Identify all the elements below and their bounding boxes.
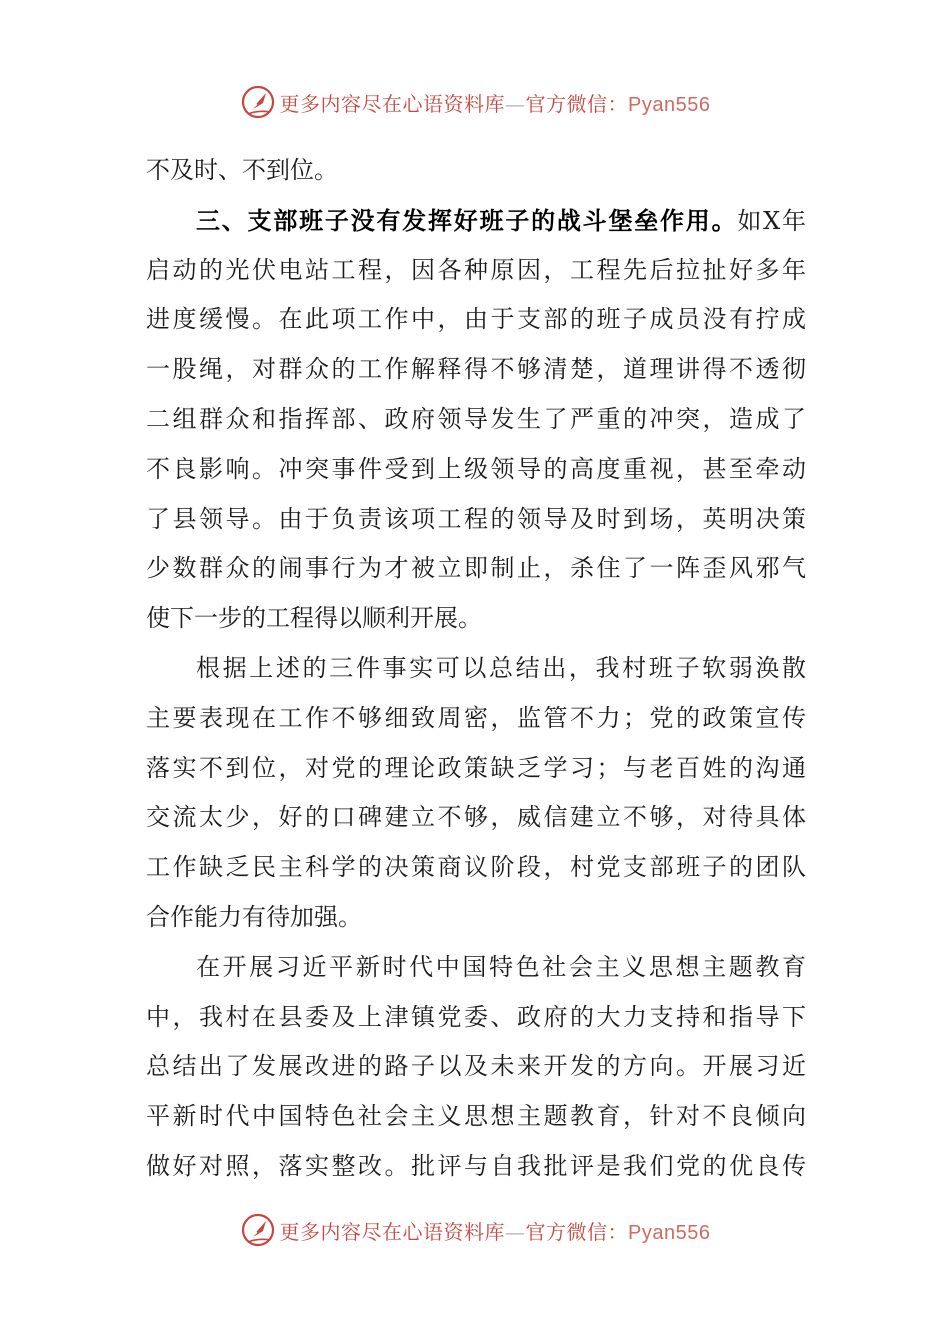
text-line: 平新时代中国特色社会主义思想主题教育，针对不良倾向	[146, 1102, 806, 1131]
text-line: 不良影响。冲突事件受到上级领导的高度重视，甚至牵动	[146, 454, 806, 483]
quill-logo-icon	[240, 1212, 276, 1248]
text-line: 主要表现在工作不够细致周密，监管不力；党的政策宣传	[146, 703, 806, 732]
text-line: 二组群众和指挥部、政府领导发生了严重的冲突，造成了	[146, 404, 806, 433]
paragraph-education	[146, 943, 806, 1192]
paragraph-summary	[146, 644, 806, 943]
text-line: 工作缺乏民主科学的决策商议阶段，村党支部班子的团队	[146, 853, 806, 882]
section-heading: 三、支部班子没有发挥好班子的战斗堡垒作用。	[196, 205, 738, 235]
text-line: 一股绳，对群众的工作解释得不够清楚，道理讲得不透彻	[146, 355, 806, 384]
text-line: 不及时、不到位。	[146, 156, 338, 184]
text-line: 交流太少，好的口碑建立不够，威信建立不够，对待具体	[146, 803, 806, 832]
watermark-separator: —	[505, 1219, 526, 1244]
watermark-label: 官方微信：	[525, 1219, 629, 1244]
text-line: 落实不到位，对党的理论政策缺乏学习；与老百姓的沟通	[146, 753, 806, 782]
watermark-site: 更多内容尽在心语资料库	[279, 91, 506, 116]
watermark-text	[280, 88, 711, 117]
watermark-id: Pyan556	[628, 1221, 711, 1244]
text-line: 了县领导。由于负责该项工程的领导及时到场，英明决策	[146, 504, 806, 533]
text-line: 根据上述的三件事实可以总结出，我村班子软弱涣散	[196, 653, 806, 682]
text-line-heading	[146, 196, 806, 246]
text-line: 启动的光伏电站工程，因各种原因，工程先后拉扯好多年	[146, 255, 806, 284]
footer-watermark	[0, 1210, 950, 1250]
text-line: 合作能力有待加强。	[146, 902, 362, 931]
watermark-site: 更多内容尽在心语资料库	[279, 1219, 506, 1244]
watermark-separator: —	[505, 91, 526, 116]
paragraph-section-three	[146, 196, 806, 644]
watermark-label: 官方微信：	[525, 91, 629, 116]
text-line: 中，我村在县委及上津镇党委、政府的大力支持和指导下	[146, 1002, 806, 1031]
text-line: 使下一步的工程得以顺利开展。	[146, 604, 482, 633]
text-line: 进度缓慢。在此项工作中，由于支部的班子成员没有拧成	[146, 305, 806, 334]
text-line: 做好对照，落实整改。批评与自我批评是我们党的优良传	[146, 1151, 806, 1180]
text-line: 少数群众的闹事行为才被立即制止，杀住了一阵歪风邪气	[146, 554, 806, 583]
text-line: 总结出了发展改进的路子以及未来开发的方向。开展习近	[146, 1052, 806, 1081]
quill-logo-icon	[240, 84, 276, 120]
watermark-text	[280, 1216, 711, 1245]
document-body	[146, 146, 806, 1192]
watermark-id: Pyan556	[628, 93, 711, 116]
paragraph-continuation	[146, 146, 806, 196]
text-line: 在开展习近平新时代中国特色社会主义思想主题教育	[196, 952, 806, 981]
header-watermark	[0, 82, 950, 122]
heading-trailing-text: 如X年	[737, 206, 806, 235]
